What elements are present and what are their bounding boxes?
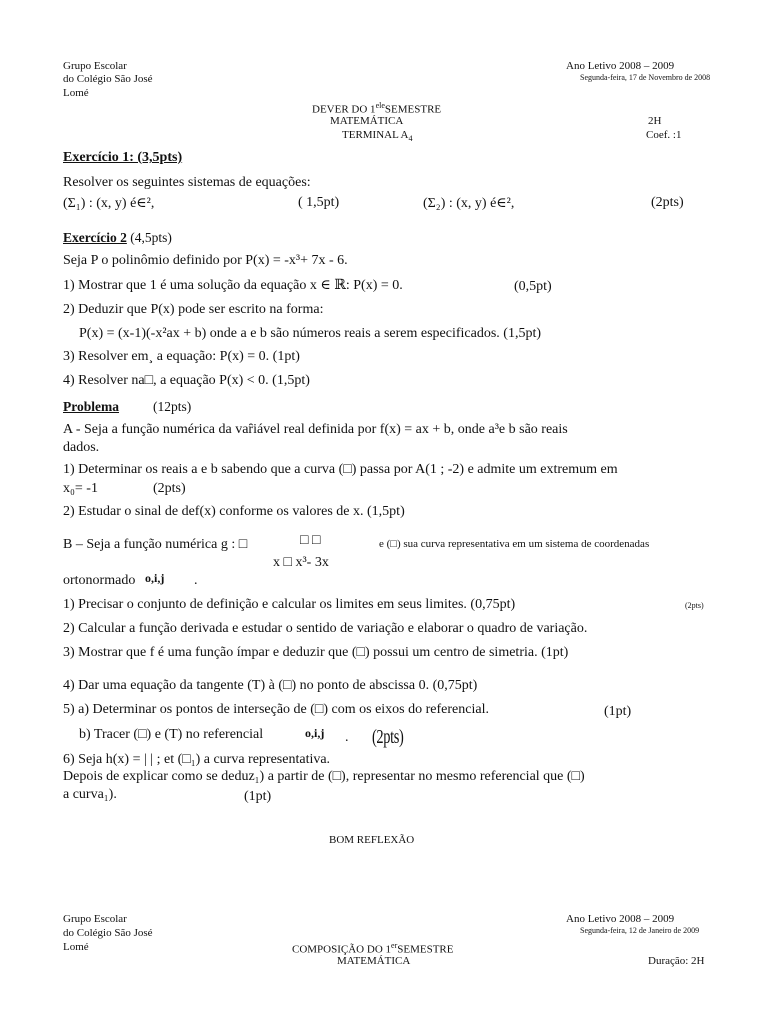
exercise2-question3: 3) Resolver em¸ a equação: P(x) = 0. (1pt) [63,349,300,364]
problem-b-frame: o,i,j [145,571,165,585]
exercise2-question2-formula: P(x) = (x-1)(-x²ax + b) onde a e b são números reais a serem especificados. (1,5pt) [79,326,541,341]
footer-school-name-line2: do Colégio São José [63,927,153,939]
school-name-line1: Grupo Escolar [63,60,127,72]
problem-a-question2: 2) Estudar o sinal de def(x) conforme os valores de x. (1,5pt) [63,504,405,519]
problem-b-question5b-points: (2pts) [372,726,404,748]
problem-a-question1: 1) Determinar os reais a e b sabendo que a curva (□) passa por A(1 ; -2) e admite um extremum em [63,462,618,477]
problem-b-question3: 3) Mostrar que f é uma função ímpar e deduzir que (□) possui um centro de simetria. (1pt) [63,645,569,660]
problem-points: (12pts) [153,399,192,414]
problem-b-question5b-dot: . [345,730,349,745]
exercise2-question4: 4) Resolver na□, a equação P(x) < 0. (1,5pt) [63,373,310,388]
footer-exam-date: Segunda-feira, 12 de Janeiro de 2009 [580,926,700,935]
exercise1-system1: (Σ₁) : (x, y) é∈², [63,196,155,211]
exercise2-heading: Exercício 2 (4,5pts) [63,230,172,245]
exercise1-system2: (Σ₂) : (x, y) é∈², [423,196,515,211]
problem-b-question6-cont: Depois de explicar como se deduz₁) a partir de (□), representar no mesmo referencial que (□) [63,769,585,784]
exercise1-title: Exercício 1: (3,5pts) [63,150,183,165]
problem-b-question5a-points: (1pt) [604,704,632,719]
problem-b-symbols: □ □ [300,533,321,548]
footer-exam-title: COMPOSIÇÃO DO 1erSEMESTRE [292,941,454,956]
problem-b-curve-note: e (□) sua curva representativa em um sistema de coordenadas [379,538,650,550]
problem-a-question1-points: (2pts) [153,481,186,496]
problem-b-statement: B – Seja a função numérica g : □ [63,537,248,552]
problem-b-side-points: (2pts) [685,601,704,610]
school-city: Lomé [63,87,89,99]
problem-b-question4: 4) Dar uma equação da tangente (T) à (□) no ponto de abscissa 0. (0,75pt) [63,678,478,693]
closing-text: BOM REFLEXÃO [329,834,415,846]
exercise1-system2-points: (2pts) [651,195,684,210]
exercise1-intro: Resolver os seguintes sistemas de equações: [63,175,311,190]
problem-b-question5b: b) Tracer (□) e (T) no referencial [79,727,264,742]
exam-title: DEVER DO $1^{ele}SEMESTRE$ [312,101,442,116]
problem-a-statement: A - Seja a função numérica da vaȓiável real definida por f(x) = ax + b, onde a³e b são reais [63,422,568,437]
problem-b-question1: 1) Precisar o conjunto de definição e calcular os limites em seus limites. (0,75pt) [63,597,516,612]
footer-school-name-line1: Grupo Escolar [63,913,127,925]
problem-a-statement-cont: dados. [63,440,100,455]
school-year: Ano Letivo 2008 – 2009 [566,60,675,72]
problem-b-question2: 2) Calcular a função derivada e estudar o sentido de variação e elaborar o quadro de variação. [63,621,588,636]
exam-coef: Coef. :1 [646,129,682,141]
exercise2-statement: Seja P o polinômio definido por P(x) = -x³+ 7x - 6. [63,253,348,268]
exercise2-question2: 2) Deduzir que P(x) pode ser escrito na forma: [63,302,324,317]
problem-b-orthonormal: ortonormado [63,573,136,588]
problem-b-question6-points: (1pt) [244,789,272,804]
footer-exam-subject: MATEMÁTICA [337,955,411,967]
exercise2-question1: 1) Mostrar que 1 é uma solução da equação x ∈ ℝ: P(x) = 0. [63,278,403,293]
problem-a-question1-cont: x₀= -1 [63,481,98,496]
exercise2-question1-points: (0,5pt) [514,279,552,294]
exercise1-system1-points: ( 1,5pt) [298,195,340,210]
problem-b-mapping: x □ x³- 3x [273,555,329,570]
exam-date: Segunda-feira, 17 de Novembro de 2008 [580,73,711,82]
problem-title: Problema [63,399,119,414]
school-name-line2: do Colégio São José [63,73,153,85]
exam-class: TERMINAL $A_4$ [342,129,413,144]
problem-b-question6-end: a curva₁). [63,787,117,802]
exam-subject: MATEMÁTICA [330,115,404,127]
footer-city: Lomé [63,941,89,953]
problem-b-question5a: 5) a) Determinar os pontos de interseção de (□) com os eixos do referencial. [63,702,489,717]
exam-duration: 2H [648,115,662,127]
footer-exam-duration: Duração: 2H [648,955,705,967]
problem-b-question6: 6) Seja h(x) = | | ; et (□₁) a curva representativa. [63,752,331,767]
footer-school-year: Ano Letivo 2008 – 2009 [566,913,675,925]
problem-b-question5b-frame: o,i,j [305,726,325,740]
problem-b-frame-dot: . [194,573,198,588]
